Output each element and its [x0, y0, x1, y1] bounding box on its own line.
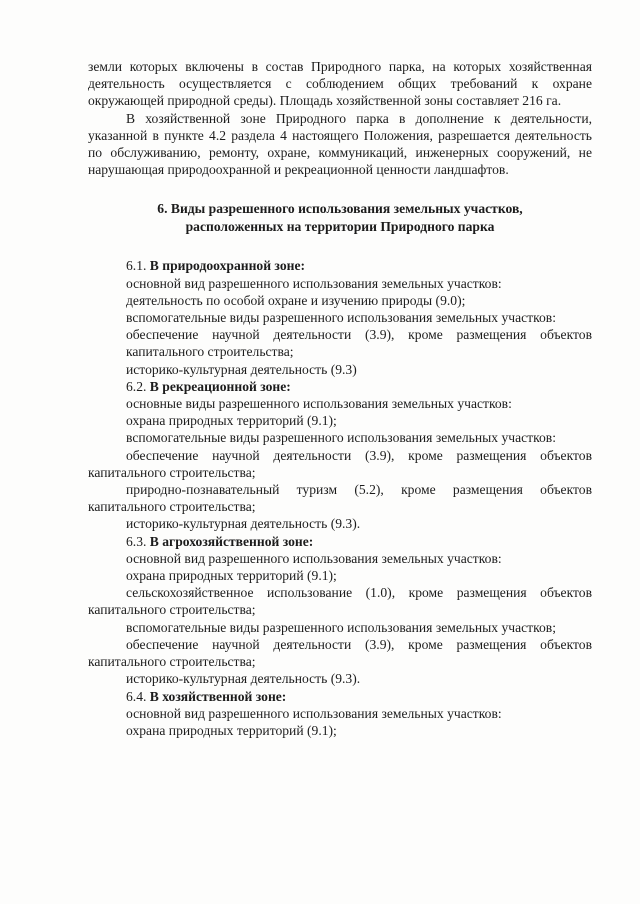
item-zone-title: В природоохранной зоне: [149, 258, 306, 274]
item-line: основной вид разрешенного использования земельных участков: [126, 275, 502, 291]
item-zone-title: В хозяйственной зоне: [149, 688, 287, 704]
item-line: основной вид разрешенного использования земельных участков: [126, 550, 502, 566]
item-heading [88, 257, 592, 274]
item-line: природно-познавательный туризм (5.2), кроме размещения объектов капитального строительства; [88, 482, 592, 515]
item-line: деятельность по особой охране и изучению природы (9.0); [126, 292, 466, 308]
section-items [88, 257, 592, 739]
item-number: 6.3. [126, 533, 150, 549]
item-line: сельскохозяйственное использование (1.0), кроме размещения объектов капитального строительства; [88, 585, 592, 618]
item-number: 6.2. [126, 378, 150, 394]
item-line: охрана природных территорий (9.1); [126, 722, 337, 738]
item-line: обеспечение научной деятельности (3.9), кроме размещения объектов капитального строительства; [88, 447, 592, 480]
intro-paragraph-1: земли которых включены в состав Природного парка, на которых хозяйственная деятельность осуществляется с соблюдением общих требований к охране окружающей природной среды). Площадь хозяйственной зоны составляет 216 га. [88, 59, 592, 109]
item-line: охрана природных территорий (9.1); [126, 568, 337, 584]
item-line: историко-культурная деятельность (9.3). [126, 516, 361, 532]
item-6-3 [88, 533, 592, 688]
item-line: основной вид разрешенного использования земельных участков: [126, 705, 502, 721]
item-line: историко-культурная деятельность (9.3) [126, 361, 357, 377]
section-title-line-2: расположенных на территории Природного парка [185, 219, 495, 235]
item-number: 6.4. [126, 688, 150, 704]
item-line: вспомогательные виды разрешенного использования земельных участков; [126, 619, 557, 635]
item-heading [88, 688, 592, 705]
item-zone-title: В рекреационной зоне: [149, 378, 291, 394]
section-title-line-1: 6. Виды разрешенного использования земельных участков, [157, 201, 523, 217]
item-6-2 [88, 378, 592, 533]
item-line: охрана природных территорий (9.1); [126, 413, 337, 429]
item-zone-title: В агрохозяйственной зоне: [149, 533, 314, 549]
item-heading [88, 533, 592, 550]
item-line: вспомогательные виды разрешенного использования земельных участков: [126, 430, 557, 446]
item-line: обеспечение научной деятельности (3.9), кроме размещения объектов капитального строительства; [126, 327, 592, 360]
item-6-4 [88, 688, 592, 740]
intro-paragraph-2: В хозяйственной зоне Природного парка в дополнение к деятельности, указанной в пункте 4.2 раздела 4 настоящего Положения, разрешается деятельность по обслуживанию, ремонту, охране, коммуникаций, инженерных сооружений, не нарушающая природоохранной и рекреационной ценности ландшафтов. [88, 110, 592, 178]
item-line: обеспечение научной деятельности (3.9), кроме размещения объектов капитального строительства; [88, 636, 592, 670]
item-6-1 [88, 257, 592, 377]
item-line: основные виды разрешенного использования земельных участков: [126, 396, 512, 412]
item-number: 6.1. [126, 258, 150, 274]
section-title [88, 200, 592, 236]
item-line: историко-культурная деятельность (9.3). [126, 671, 361, 687]
item-line: вспомогательные виды разрешенного использования земельных участков: [126, 310, 557, 326]
item-heading [88, 378, 592, 395]
